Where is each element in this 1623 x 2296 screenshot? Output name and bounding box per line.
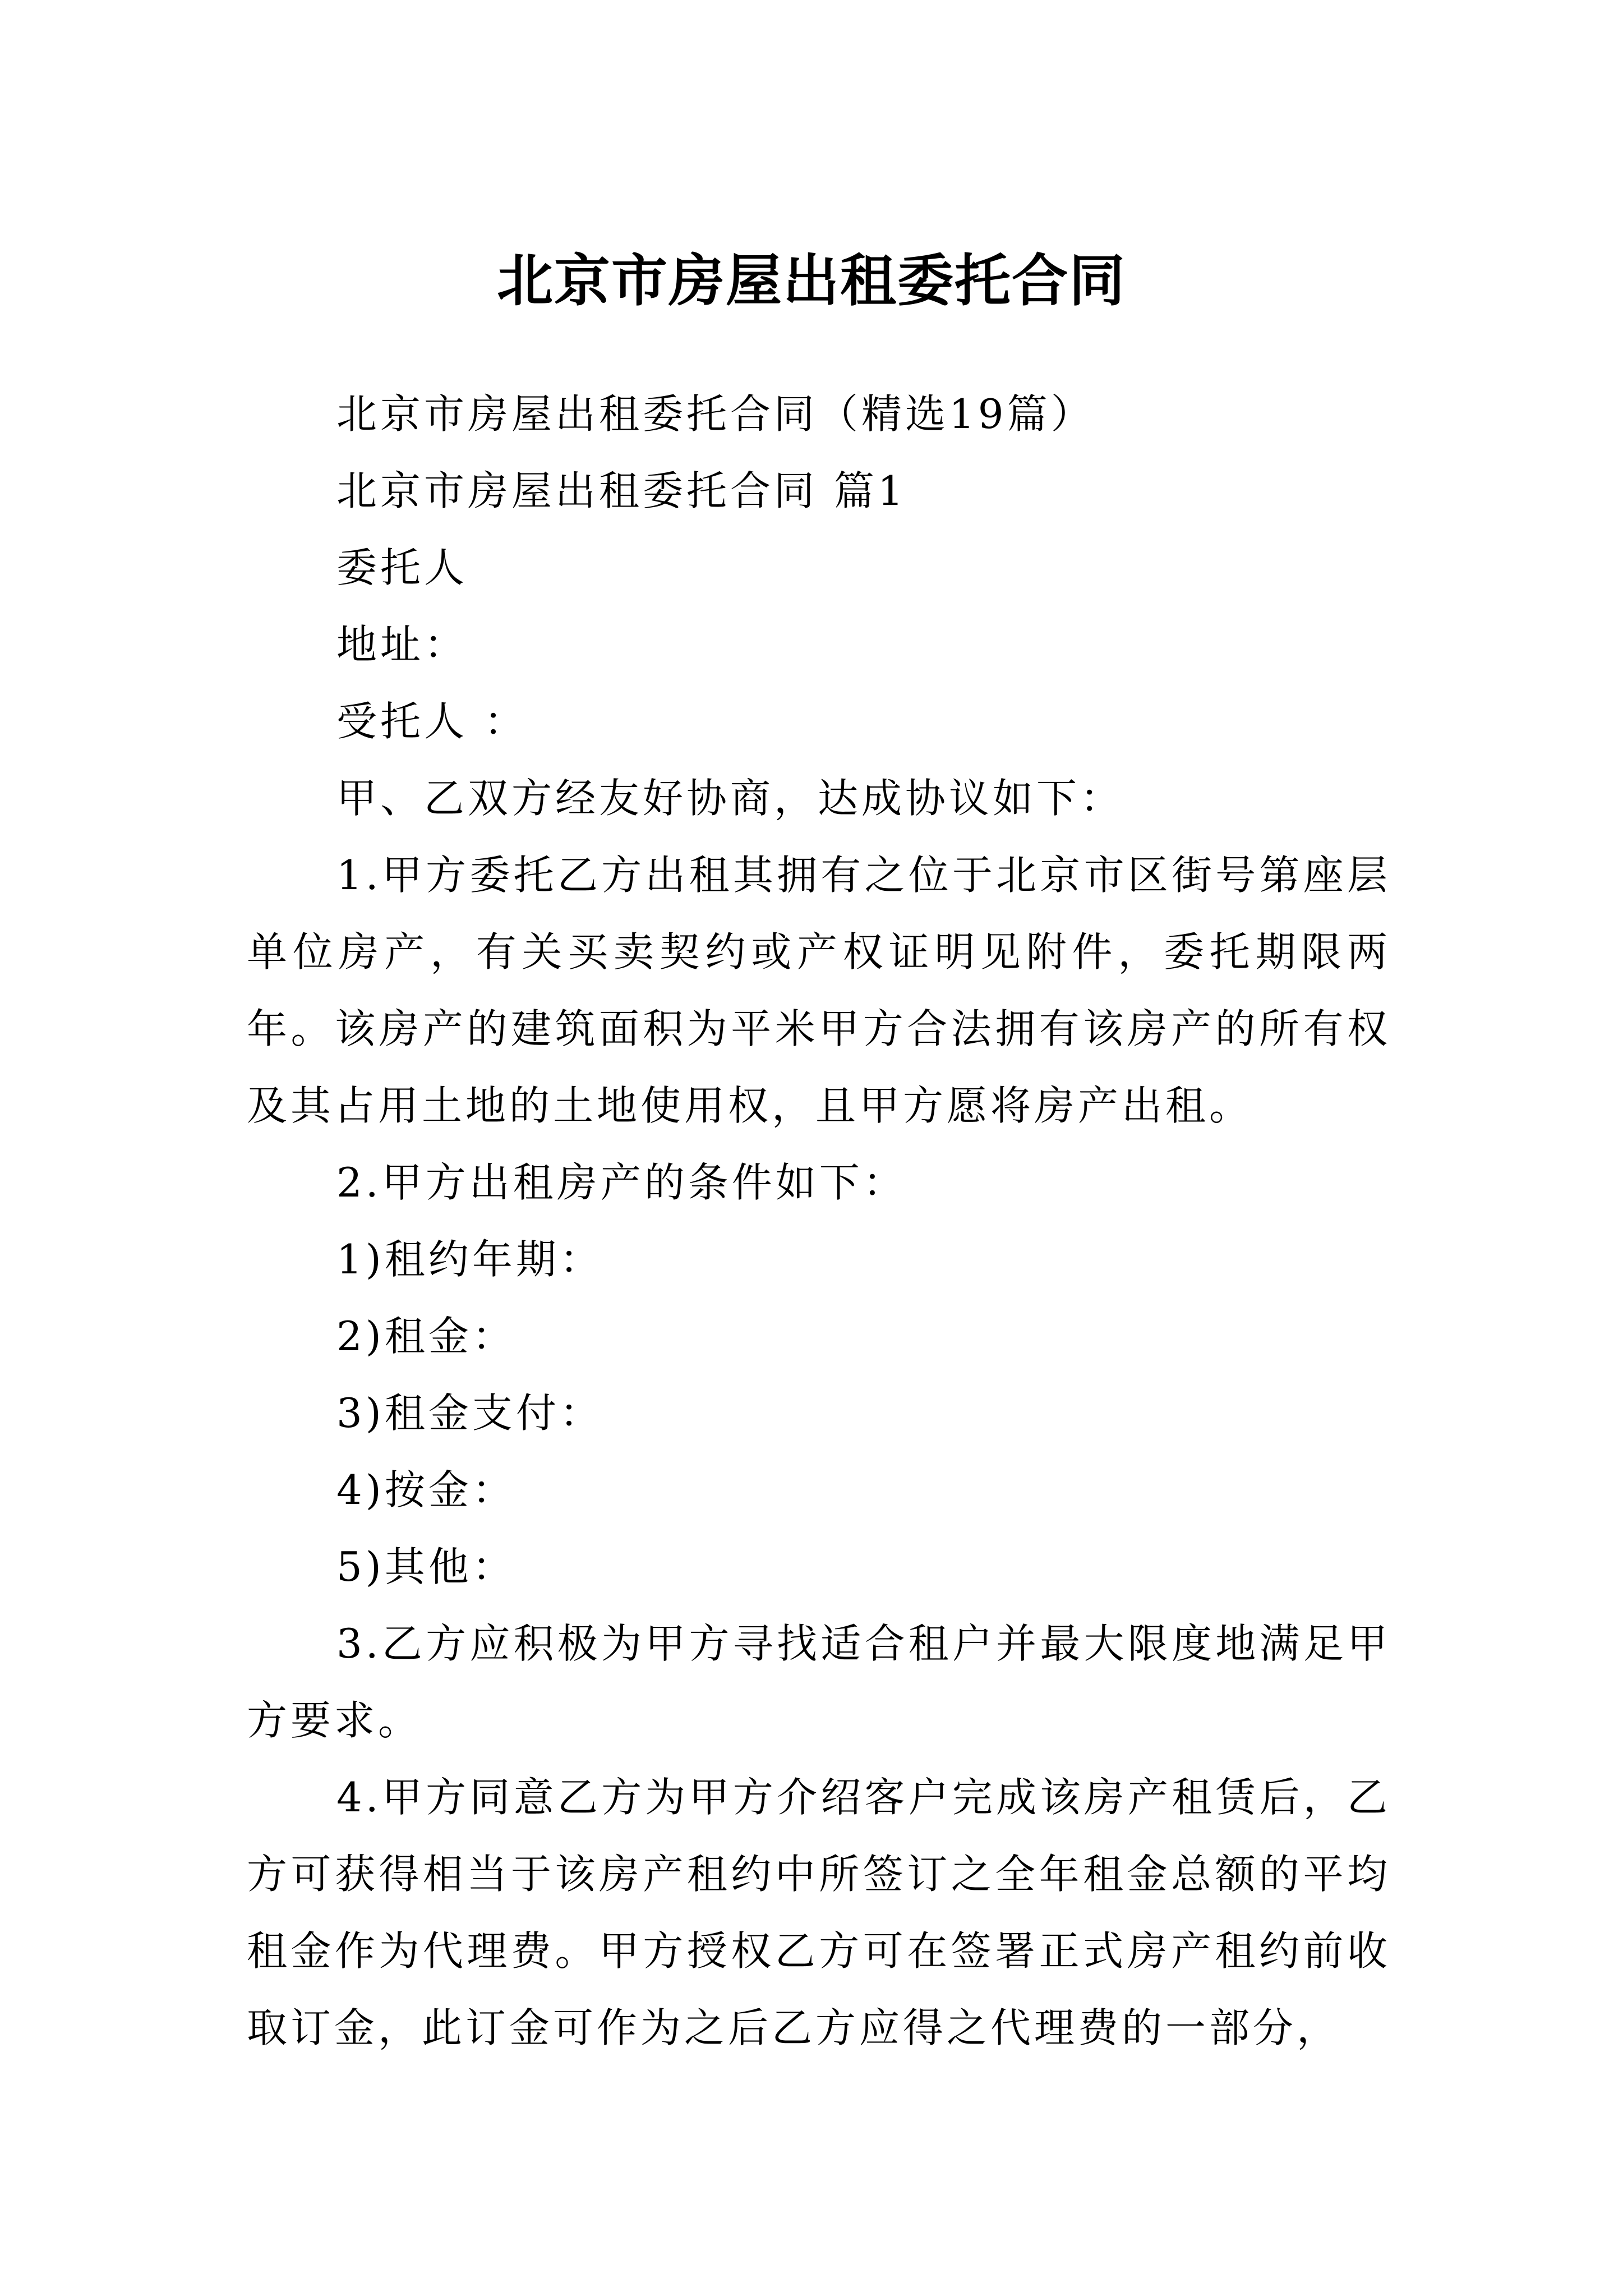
clause-3: 3.乙方应积极为甲方寻找适合租户并最大限度地满足甲方要求。 [247,1620,1391,1744]
clause-4: 4.甲方同意乙方为甲方介绍客户完成该房产租赁后，乙方可获得相当于该房产租约中所签订之全年租金总额的平均租金作为代理费。甲方授权乙方可在签署正式房产租约前收取订金，此订金可作为之后乙方应得之代理费的一部分， [247,1774,1391,2051]
document-title: 北京市房屋出租委托合同 [497,247,1126,314]
clause-2: 2.甲方出租房产的条件如下： [336,1159,907,1206]
clause-2-item-2: 2)租金： [336,1313,516,1360]
subtitle-paragraph: 北京市房屋出租委托合同（精选19篇） [336,390,1095,438]
agent-field: 受托人 ： [336,698,528,745]
clause-2-item-3: 3)租金支付： [336,1389,603,1437]
section-heading: 北京市房屋出租委托合同 篇1 [336,467,907,514]
address-field: 地址： [336,621,468,668]
clause-2-item-4: 4)按金： [336,1466,516,1513]
clause-2-item-5: 5)其他： [336,1543,516,1590]
agreement-intro: 甲、乙双方经友好协商，达成协议如下： [336,775,1124,822]
clause-2-item-1: 1)租约年期： [336,1236,603,1283]
principal-field: 委托人 [336,544,468,591]
clause-1: 1.甲方委托乙方出租其拥有之位于北京市区街号第座层单位房产，有关买卖契约或产权证明见附件，委托期限两年。该房产的建筑面积为平米甲方合法拥有该房产的所有权及其占用土地的土地使用权，且甲方愿将房产出租。 [247,852,1391,1129]
document-body [247,376,1391,2067]
